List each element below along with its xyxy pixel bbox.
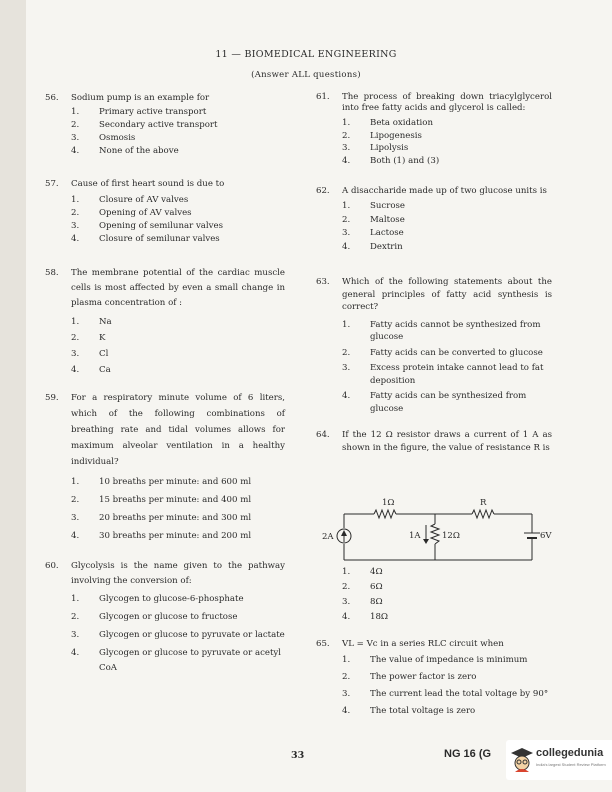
right-column [316, 92, 552, 454]
question-text: If the 12 Ω resistor draws a current of 1 A as shown in the figure, the value of resistance R is [342, 430, 552, 453]
r12-label: 12Ω [442, 531, 460, 541]
option: 3. Opening of semilunar valves [71, 221, 224, 231]
question-64 [316, 429, 552, 454]
paper-code: NG 16 (G [444, 748, 492, 760]
option: 2. 15 breaths per minute: and 400 ml [71, 495, 252, 505]
question-text: For a respiratory minute volume of 6 liters, which of the following combinations of breathing rate and tidal volumes allows for maximum alveolar ventilation in a healthy individual? [71, 393, 285, 467]
option: 3. Cl [71, 349, 109, 359]
resistor-1ohm [374, 510, 396, 518]
option: 1. The value of impedance is minimum [342, 655, 528, 665]
question-text: Sodium pump is an example for [71, 93, 210, 103]
question-number: 58. [45, 268, 59, 278]
option: 3. Excess protein intake cannot lead to fat deposition [342, 363, 544, 386]
up-arrow-icon [341, 530, 347, 536]
branch-current-label: 1A [409, 531, 421, 541]
question-text: A disaccharide made up of two glucose units is [342, 186, 547, 196]
option: 4. Ca [71, 365, 111, 375]
resistor-r [472, 510, 494, 518]
option: 1. Fatty acids cannot be synthesized from glucose [342, 319, 541, 342]
option: 2. Maltose [342, 214, 405, 225]
page-number: 33 [291, 750, 305, 761]
option: 2. 6Ω [342, 582, 383, 592]
option: 3. Glycogen or glucose to pyruvate or lactate [71, 630, 285, 640]
option: 2. Opening of AV valves [71, 208, 192, 218]
option: 2. Fatty acids can be converted to glucose [342, 347, 543, 358]
option: 1. Glycogen to glucose-6-phosphate [71, 594, 244, 604]
question-text: Which of the following statements about the general principles of fatty acid synthesis is correct? [342, 277, 552, 312]
question-number: 62. [316, 186, 330, 196]
question-63 [316, 276, 552, 415]
question-56 [45, 92, 285, 158]
option: 4. Fatty acids can be synthesized from glucose [342, 391, 527, 414]
page-subtitle: (Answer ALL questions) [251, 70, 361, 80]
question-number: 65. [316, 639, 330, 649]
r-label: R [480, 498, 487, 508]
question-number: 64. [316, 430, 330, 440]
option: 4. 18Ω [342, 612, 389, 622]
question-text: The membrane potential of the cardiac muscle cells is most affected by even a small change in plasma concentration of : [71, 268, 285, 308]
option: 3. Lipolysis [342, 143, 409, 153]
option: 4. None of the above [71, 146, 179, 156]
source-current-label: 2A [322, 532, 334, 542]
option: 3. The current lead the total voltage by 90° [342, 689, 549, 699]
question-number: 60. [45, 561, 59, 571]
option: 2. Lipogenesis [342, 130, 422, 141]
graduate-icon [510, 746, 534, 774]
question-number: 59. [45, 393, 59, 403]
binding-shadow [0, 0, 26, 792]
option: 2. Secondary active transport [71, 120, 218, 130]
option: 2. The power factor is zero [342, 672, 477, 682]
question-number: 63. [316, 277, 330, 287]
option: 4. Closure of semilunar valves [71, 234, 220, 244]
option: 1. Primary active transport [71, 107, 207, 117]
battery-label: 6V [540, 531, 552, 541]
question-text: The process of breaking down triacylglycerol into free fatty acids and glycerol is called: [342, 92, 552, 113]
circuit-diagram [312, 494, 572, 564]
question-62 [316, 185, 552, 254]
question-number: 56. [45, 93, 59, 103]
resistor-12ohm [431, 524, 439, 544]
option: 4. Both (1) and (3) [342, 155, 440, 166]
option: 1. Sucrose [342, 201, 406, 211]
r1-label: 1Ω [382, 498, 395, 508]
question-number: 57. [45, 179, 59, 189]
logo-tagline: India's largest Student Review Platform [536, 762, 606, 767]
option: 3. 8Ω [342, 597, 383, 607]
option: 1. Na [71, 317, 112, 327]
question-65 [316, 637, 552, 718]
option: 2. K [71, 333, 106, 343]
question-58 [45, 266, 285, 378]
question-number: 61. [316, 92, 330, 102]
left-column [45, 92, 285, 676]
question-text: Cause of first heart sound is due to [71, 179, 225, 189]
down-arrow-icon [423, 539, 429, 544]
question-57 [45, 178, 285, 246]
page-title: 11 — BIOMEDICAL ENGINEERING [215, 49, 397, 60]
option: 4. Dextrin [342, 241, 403, 252]
option: 4. Glycogen or glucose to pyruvate or acetyl CoA [71, 648, 282, 673]
question-61 [316, 92, 552, 167]
option: 2. Glycogen or glucose to fructose [71, 612, 238, 622]
option: 3. 20 breaths per minute: and 300 ml [71, 513, 252, 523]
option: 3. Osmosis [71, 133, 136, 143]
question-60 [45, 559, 285, 676]
question-text: VL = Vc in a series RLC circuit when [342, 639, 504, 649]
watermark-logo[interactable] [506, 740, 612, 780]
option: 1. Beta oxidation [342, 118, 434, 128]
option: 4. 30 breaths per minute: and 200 ml [71, 531, 252, 541]
logo-name: collegedunia [536, 747, 604, 759]
option: 3. Lactose [342, 228, 404, 238]
option: 1. 10 breaths per minute: and 600 ml [71, 477, 252, 487]
right-column-lower [316, 564, 552, 718]
question-text: Glycolysis is the name given to the pathway involving the conversion of: [71, 561, 285, 586]
option: 1. 4Ω [342, 567, 383, 577]
question-59 [45, 390, 285, 545]
option: 1. Closure of AV valves [71, 195, 189, 205]
option: 4. The total voltage is zero [342, 706, 476, 716]
